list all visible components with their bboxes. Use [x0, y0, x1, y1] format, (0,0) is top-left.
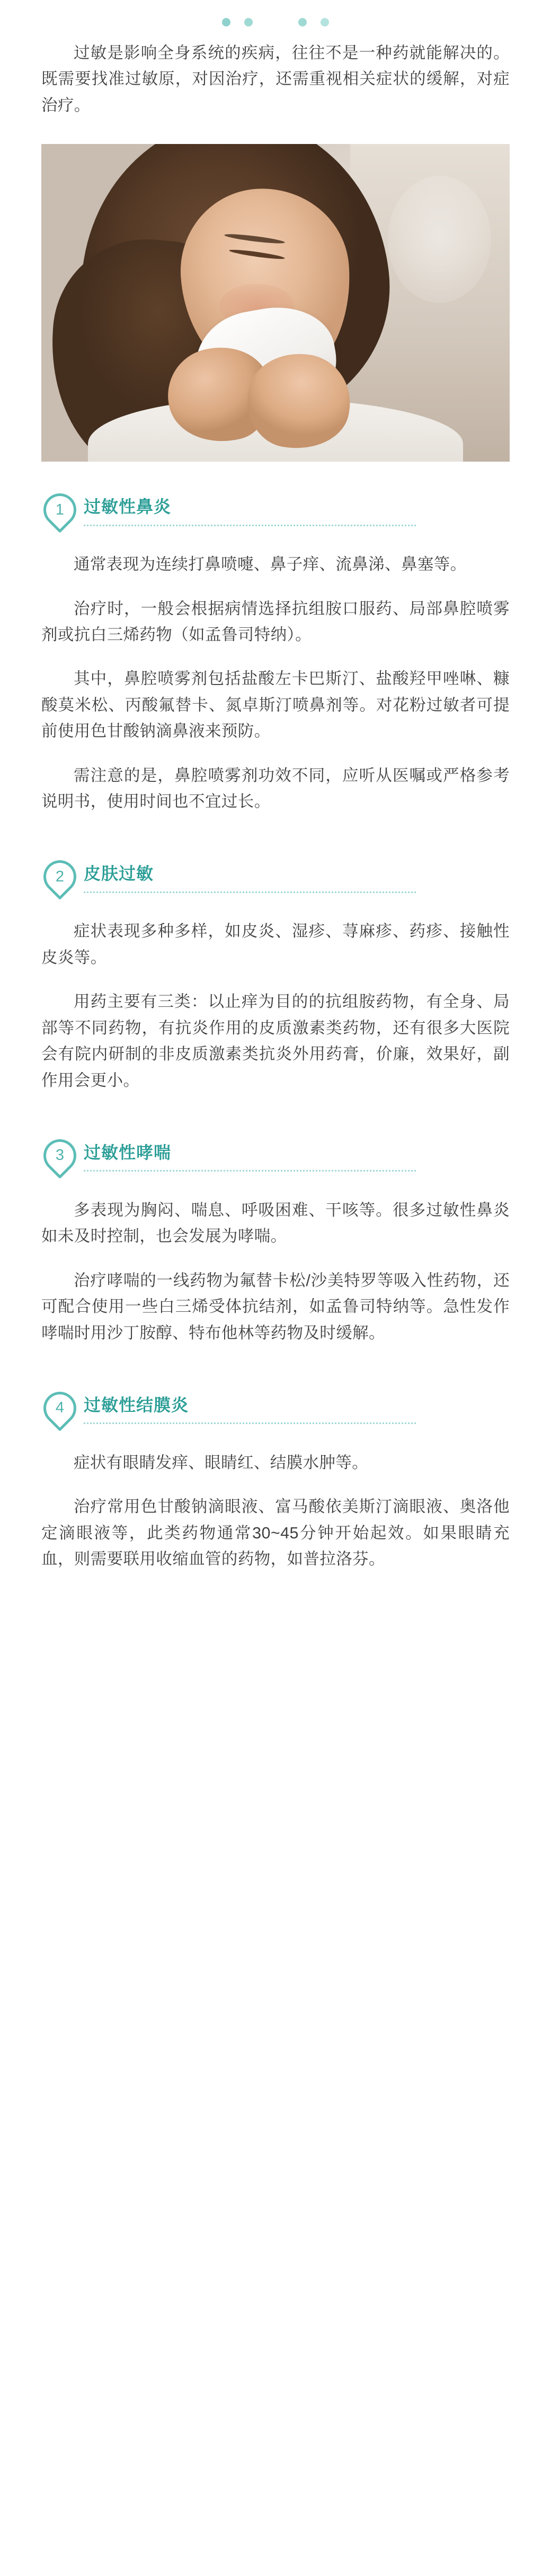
number-pin-icon — [41, 860, 81, 909]
dot-icon — [244, 18, 253, 26]
sneezing-woman-photo — [41, 144, 510, 462]
number-pin-icon — [41, 1392, 81, 1440]
spacer — [0, 1112, 551, 1125]
dot-icon — [321, 18, 329, 26]
paragraph: 治疗常用色甘酸钠滴眼液、富马酸依美斯汀滴眼液、奥洛他定滴眼液等，此类药物通常30~45分钟开始起效。如果眼睛充血，则需要联用收缩血管的药物，如普拉洛芬。 — [41, 1498, 510, 1569]
dot-spacer — [266, 18, 285, 26]
intro-block — [0, 40, 551, 119]
section-title: 过敏性鼻炎 — [84, 497, 172, 517]
spacer — [0, 833, 551, 846]
photo-highlight — [388, 176, 491, 303]
hero-image-wrap — [0, 137, 551, 466]
dotted-divider — [84, 891, 416, 893]
dot-icon — [222, 18, 230, 26]
paragraph: 用药主要有三类：以止痒为目的的抗组胺药物，有全身、局部等不同药物，有抗炎作用的皮质激素类药物，还有很多大医院会有院内研制的非皮质激素类抗炎外用药膏，价廉，效果好，副作用会更小。 — [41, 993, 510, 1089]
section-number: 4 — [55, 1399, 65, 1417]
section-heading-text — [84, 493, 510, 526]
section-heading-3 — [0, 1125, 551, 1197]
dotted-divider — [84, 1422, 416, 1424]
spacer — [0, 466, 551, 480]
spacer — [0, 1364, 551, 1378]
dotted-divider — [84, 525, 416, 526]
section-body-3 — [0, 1197, 551, 1346]
section-title: 过敏性结膜炎 — [84, 1395, 189, 1415]
paragraph: 治疗时，一般会根据病情选择抗组胺口服药、局部鼻腔喷雾剂或抗白三烯药物（如孟鲁司特纳）。 — [41, 599, 510, 644]
intro-paragraph: 过敏是影响全身系统的疾病，往往不是一种药就能解决的。既需要找准过敏原，对因治疗，还需重视相关症状的缓解，对症治疗。 — [41, 44, 510, 114]
section-body-4 — [0, 1450, 551, 1573]
paragraph: 通常表现为连续打鼻喷嚏、鼻子痒、流鼻涕、鼻塞等。 — [74, 555, 467, 574]
number-pin-icon — [41, 1139, 81, 1188]
paragraph: 其中，鼻腔喷雾剂包括盐酸左卡巴斯汀、盐酸羟甲唑啉、糠酸莫米松、丙酸氟替卡、氮卓斯汀喷鼻剂等。对花粉过敏者可提前使用色甘酸钠滴鼻液来预防。 — [41, 670, 510, 741]
section-body-2 — [0, 918, 551, 1093]
paragraph: 多表现为胸闷、喘息、呼吸困难、干咳等。很多过敏性鼻炎如未及时控制，也会发展为哮喘。 — [41, 1201, 510, 1246]
top-dot-decoration — [0, 0, 551, 40]
section-title: 皮肤过敏 — [84, 864, 154, 884]
paragraph: 需注意的是，鼻腔喷雾剂功效不同，应听从医嘱或严格参考说明书，使用时间也不宜过长。 — [41, 766, 510, 811]
paragraph: 治疗哮喘的一线药物为氟替卡松/沙美特罗等吸入性药物，还可配合使用一些白三烯受体抗结剂，如孟鲁司特纳等。急性发作哮喘时用沙丁胺醇、特布他林等药物及时缓解。 — [41, 1271, 510, 1342]
dot-icon — [298, 18, 307, 26]
number-pin-icon — [41, 493, 81, 542]
paragraph: 症状表现多种多样，如皮炎、湿疹、荨麻疹、药疹、接触性皮炎等。 — [41, 922, 510, 967]
section-heading-4 — [0, 1378, 551, 1450]
section-title: 过敏性哮喘 — [84, 1142, 172, 1162]
section-heading-text — [84, 1139, 510, 1172]
dotted-divider — [84, 1170, 416, 1172]
section-body-1 — [0, 552, 551, 815]
section-heading-2 — [0, 846, 551, 918]
section-number: 1 — [55, 501, 65, 518]
section-heading-text — [84, 860, 510, 893]
section-number: 2 — [55, 868, 65, 885]
section-heading-text — [84, 1392, 510, 1424]
section-number: 3 — [55, 1147, 65, 1164]
paragraph: 症状有眼睛发痒、眼睛红、结膜水肿等。 — [74, 1453, 369, 1472]
section-heading-1 — [0, 480, 551, 552]
